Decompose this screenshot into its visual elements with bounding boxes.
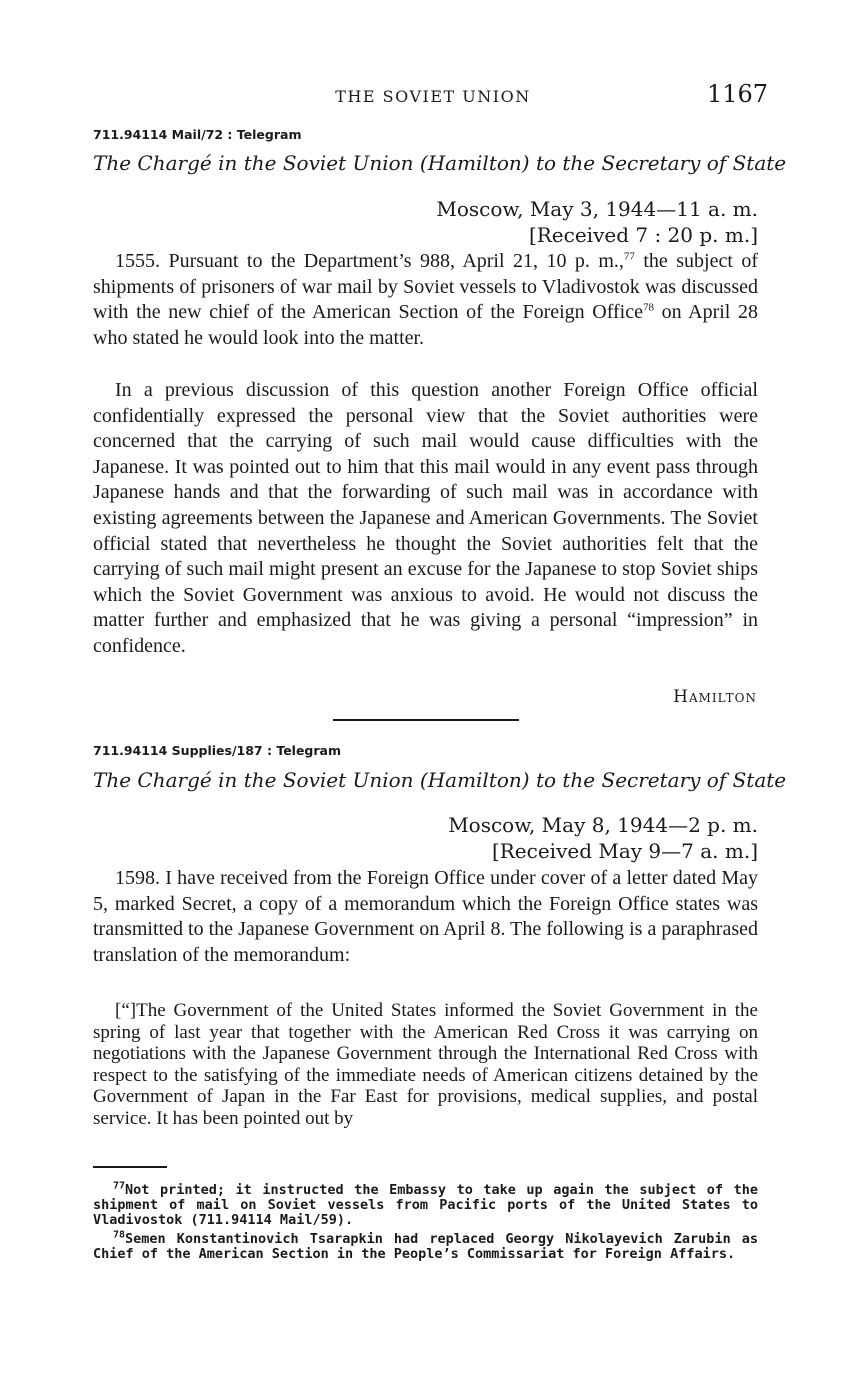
place-date-1 — [436, 196, 758, 248]
received-line-1: [Received 7 : 20 p. m.] — [528, 223, 758, 247]
paragraph-1555 — [93, 249, 758, 351]
place-date-2 — [448, 812, 758, 864]
running-title: THE SOVIET UNION — [335, 87, 531, 106]
dateline-2: Moscow, May 8, 1944—2 p. m. — [448, 813, 758, 837]
document-heading-1: The Chargé in the Soviet Union (Hamilton) to the Secretary of State — [93, 151, 787, 175]
dateline-1: Moscow, May 3, 1944—11 a. m. — [436, 197, 758, 221]
section-divider — [333, 719, 519, 721]
page-number: 1167 — [707, 80, 769, 108]
paragraph-1555-part-c: on April 28 who stated he would look into the matter. — [93, 301, 758, 349]
paragraph-1555-part-b: the subject of shipments of prisoners of war mail by Soviet vessels to Vladivostok was discussed with the new chief of the American Section of the Foreign Office — [93, 250, 758, 324]
footnote-77 — [93, 1180, 758, 1228]
footnote-ref-77[interactable]: 77 — [623, 250, 635, 263]
footnote-77-mark: 77 — [113, 1180, 126, 1192]
received-line-2: [Received May 9—7 a. m.] — [491, 839, 758, 863]
file-reference-1: 711.94114 Mail/72 : Telegram — [93, 127, 302, 142]
footnote-ref-78[interactable]: 78 — [643, 301, 654, 314]
footnote-78 — [93, 1229, 758, 1262]
paragraph-1555-part-a: 1555. Pursuant to the Department’s 988, April 21, 10 p. m., — [115, 250, 624, 272]
paragraph-discussion: In a previous discussion of this question another Foreign Office official confidentially expressed the personal view that the Soviet authorities were concerned that the carrying of such mail would cause difficulties with the Japanese. It was pointed out to him that this mail would in any event pass through Japanese hands and that the forwarding of such mail was in accordance with existing agreements between the Japanese and American Governments. The Soviet official stated that nevertheless he thought the Soviet authorities felt that the carrying of such mail might present an excuse for the Japanese to stop Soviet ships which the Soviet Government was anxious to avoid. He would not discuss the matter further and emphasized that he was giving a personal “impression” in confidence. — [93, 379, 758, 657]
memorandum-quote: [“]The Government of the United States informed the Soviet Government in the spring of last year that together with the American Red Cross it was carrying on negotiations with the Japanese Government through the International Red Cross with respect to the satisfying of the immediate needs of American citizens detained by the Government of Japan in the Far East for provisions, medical supplies, and postal service. It has been pointed out by — [93, 1000, 758, 1129]
footnote-77-text: Not printed; it instructed the Embassy to take up again the subject of the shipment of mail on Soviet vessels from Pacific ports of the United States to Vladivostok (711.94114 Mail/59). — [93, 1182, 758, 1228]
file-reference-2: 711.94114 Supplies/187 : Telegram — [93, 743, 342, 758]
footnote-78-text: Semen Konstantinovich Tsarapkin had replaced Georgy Nikolayevich Zarubin as Chief of the American Section in the People’s Commissariat for Foreign Affairs. — [93, 1231, 758, 1262]
paragraph-1598: 1598. I have received from the Foreign Office under cover of a letter dated May 5, marked Secret, a copy of a memorandum which the Foreign Office states was transmitted to the Japanese Government on April 8. The following is a paraphrased translation of the memorandum: — [93, 867, 758, 966]
signature-hamilton-1: Hamilton — [673, 687, 757, 707]
document-heading-2: The Chargé in the Soviet Union (Hamilton) to the Secretary of State — [93, 768, 787, 792]
footnote-78-mark: 78 — [113, 1229, 126, 1241]
footnote-rule — [93, 1166, 167, 1168]
